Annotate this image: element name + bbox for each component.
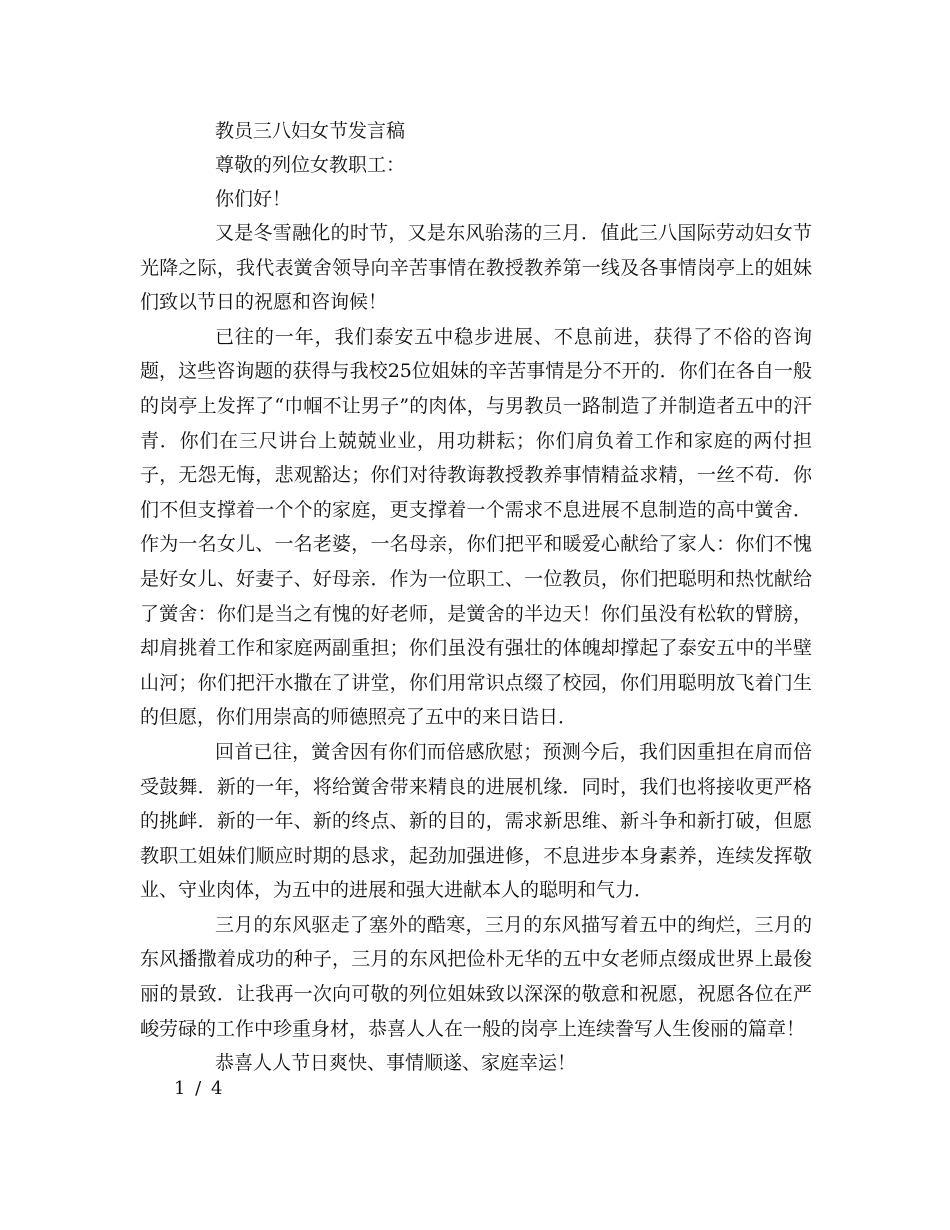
paragraph-4: 三月的东风驱走了塞外的酷寒，三月的东风描写着五中的绚烂，三月的东风播撒着成功的种子，三月的东风把俭朴无华的五中女老师点缀成世界上最俊丽的景致．让我再一次向可敬的列位姐妹致以深深的敬意和祝愿，祝愿各位在严峻劳碌的工作中珍重身材，恭喜人人在一般的岗亭上连续誊写人生俊丽的篇章！ <box>140 913 812 1040</box>
document-title: 教员三八妇女节发言稿 <box>215 120 406 142</box>
paragraph-1: 又是冬雪融化的时节，又是东风骀荡的三月．值此三八国际劳动妇女节光降之际，我代表黉舍领导向辛苦事情在教授教养第一线及各事情岗亭上的姐妹们致以节日的祝愿和咨询候！ <box>140 222 812 314</box>
closing-line: 恭喜人人节日爽快、事情顺遂、家庭幸运！ <box>215 1052 577 1075</box>
greeting: 你们好！ <box>215 188 292 210</box>
salutation: 尊敬的列位女教职工： <box>215 154 406 176</box>
paragraph-2: 已往的一年，我们泰安五中稳步进展、不息前进，获得了不俗的咨询题，这些咨询题的获得与我校25位姐妹的辛苦事情是分不开的．你们在各自一般的岗亭上发挥了“巾帼不让男子”的肉体，与男教员一路制造了并制造者五中的汗青．你们在三尺讲台上兢兢业业，用功耕耘；你们肩负着工作和家庭的两付担子，无怨无悔，悲观豁达；你们对待教诲教授教养事情精益求精，一丝不苟．你们不但支撑着一个个的家庭，更支撑着一个需求不息进展不息制造的高中黉舍．作为一名女儿、一名老婆，一名母亲，你们把平和暖爱心献给了家人：你们不愧是好女儿、好妻子、好母亲．作为一位职工、一位教员，你们把聪明和热忱献给了黉舍：你们是当之有愧的好老师，是黉舍的半边天！你们虽没有松软的臂膀，却肩挑着工作和家庭两副重担；你们虽没有强壮的体魄却撑起了泰安五中的半壁山河；你们把汗水撒在了讲堂，你们用常识点缀了校园，你们用聪明放飞着门生的但愿，你们用崇高的师德照亮了五中的来日诰日． <box>140 325 812 729</box>
paragraph-3: 回首已往，黉舍因有你们而倍感欣慰；预测今后，我们因重担在肩而倍受鼓舞．新的一年，将给黉舍带来精良的进展机缘．同时，我们也将接收更严格的挑衅．新的一年、新的终点、新的目的，需求新思维、新斗争和新打破，但愿教职工姐妹们顺应时期的恳求，起劲加强进修，不息进步本身素养，连续发挥敬业、守业肉体，为五中的进展和强大进献本人的聪明和气力． <box>140 740 812 902</box>
page-number: 1 / 4 <box>174 1078 225 1099</box>
document-body <box>140 114 812 1080</box>
